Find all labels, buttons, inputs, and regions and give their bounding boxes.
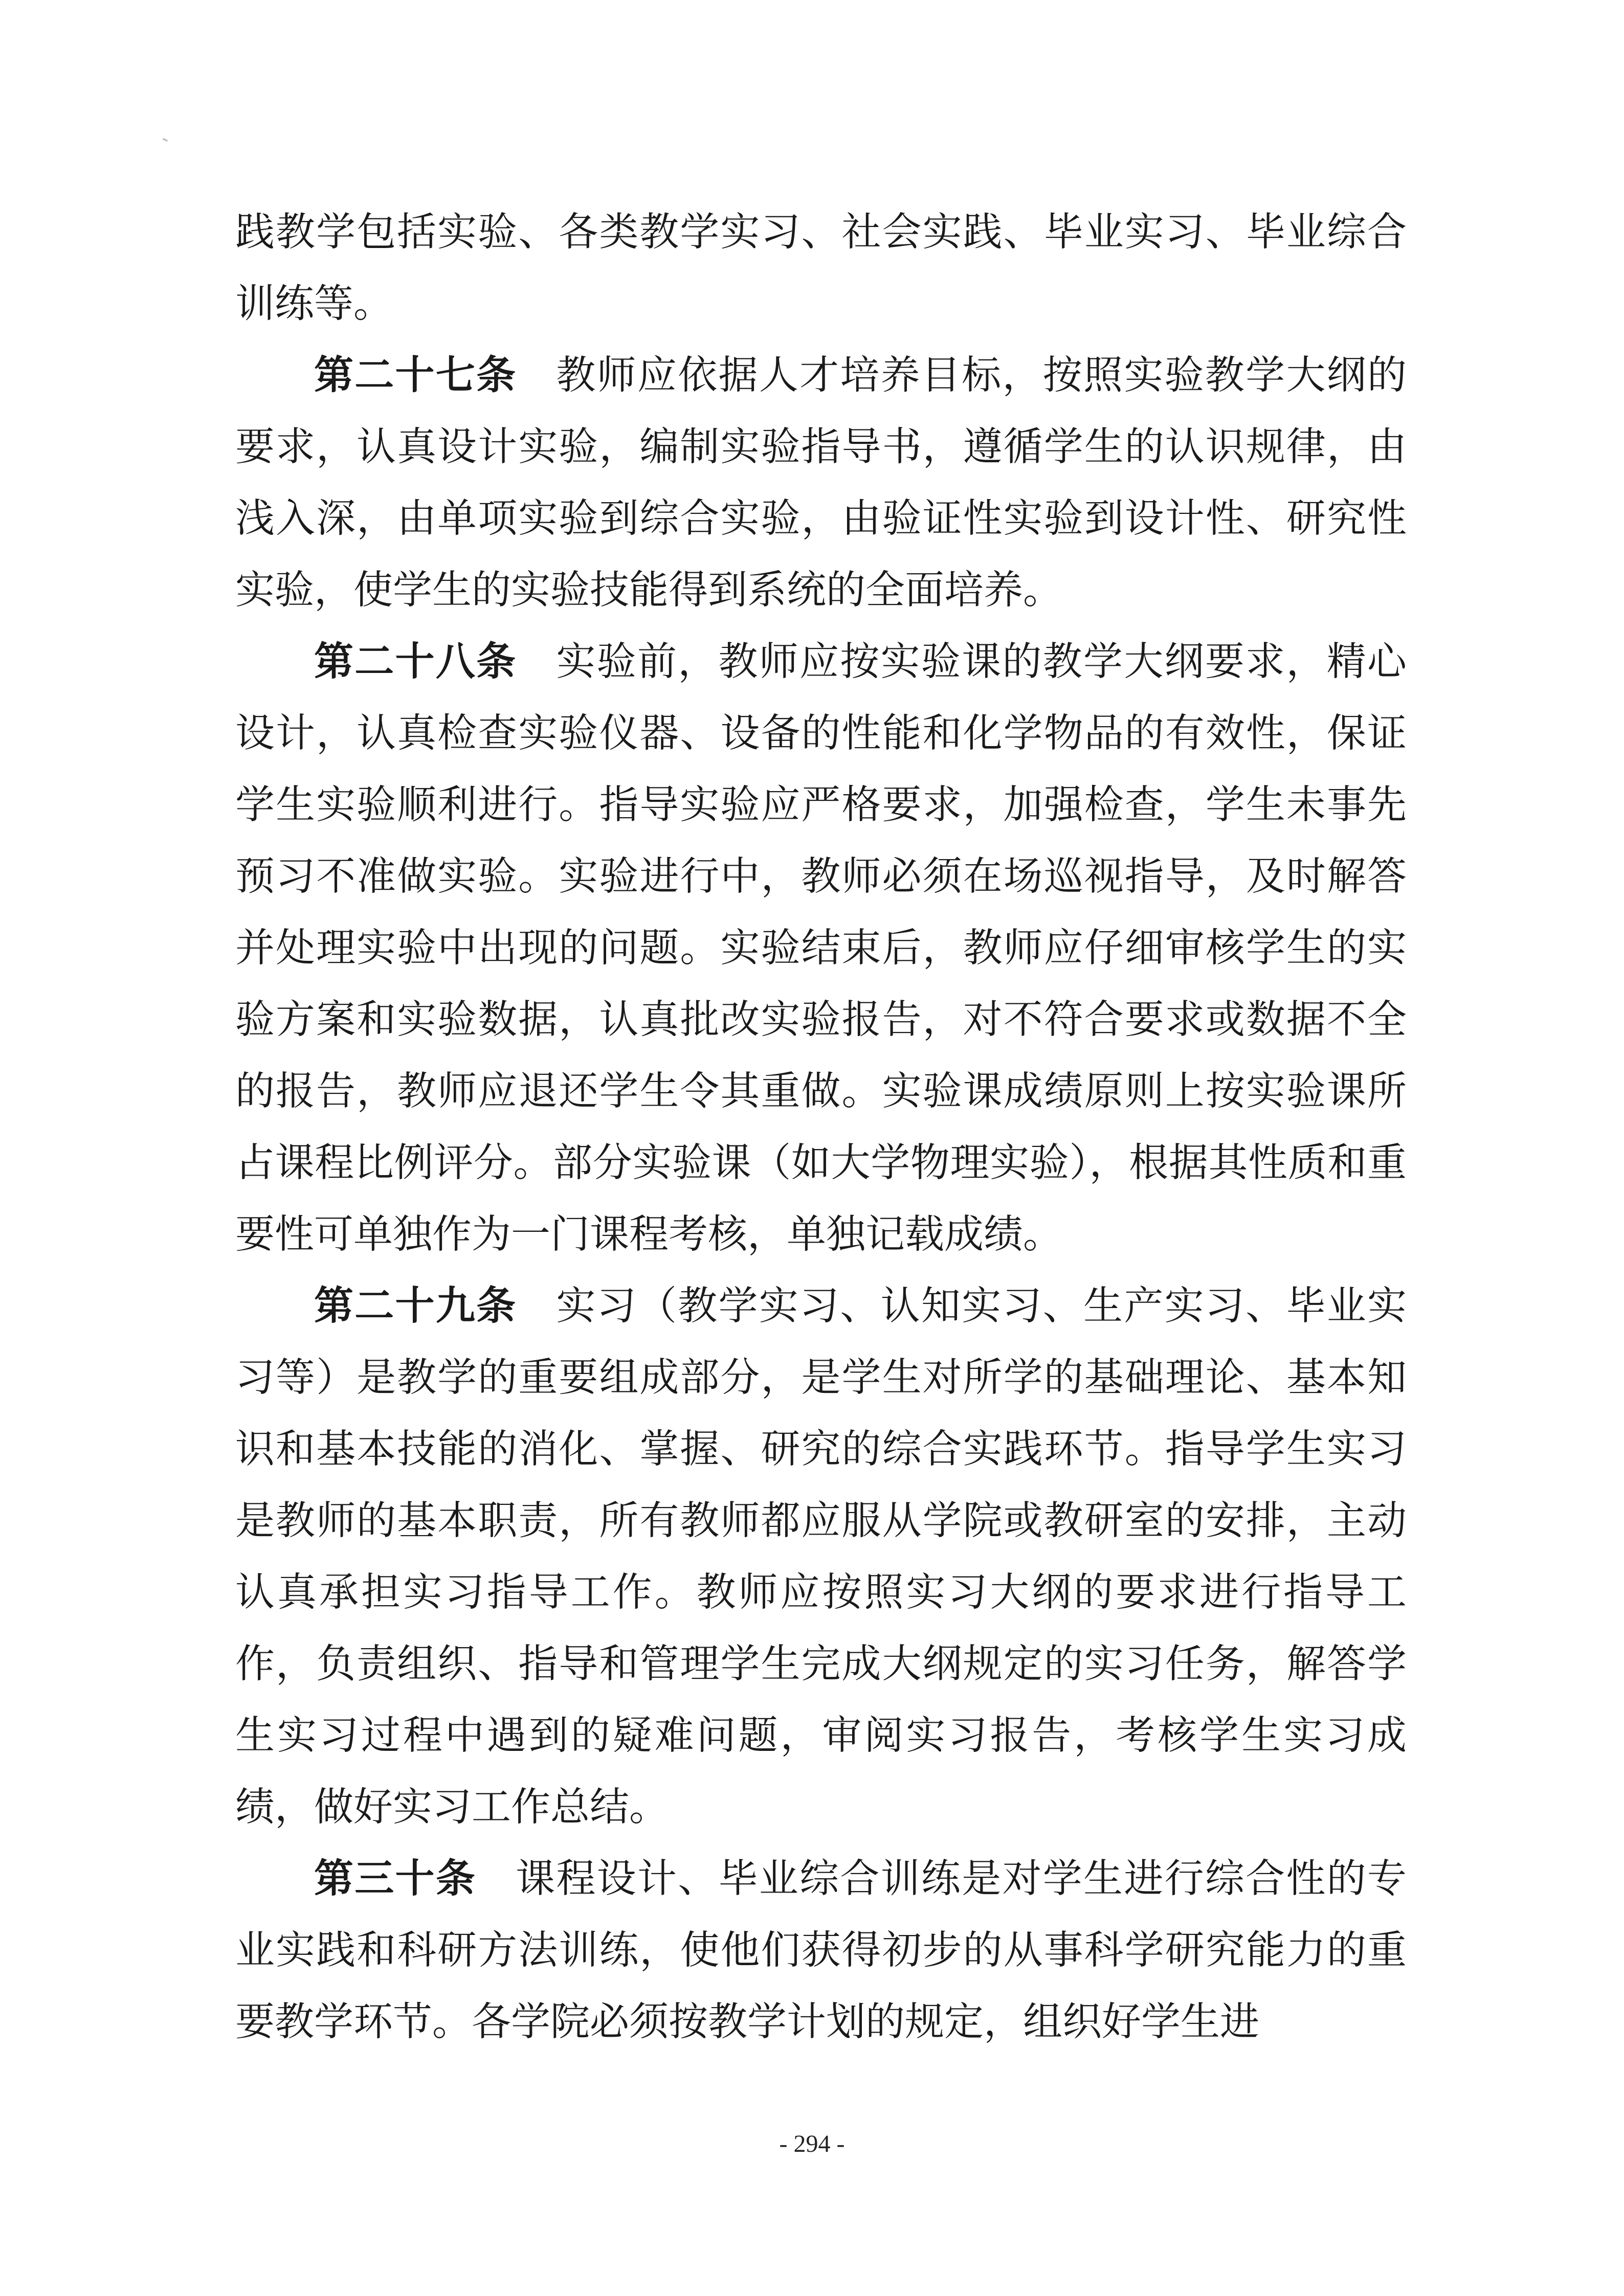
article-text: 课程设计、毕业综合训练是对学生进行综合性的专业实践和科研方法训练，使他们获得初步的从事科学研究能力的重要教学环节。各学院必须按教学计划的规定，组织好学生进 [235,1856,1407,2045]
body-text [235,197,1407,2058]
article-label: 第二十八条 [314,639,517,685]
article-29 [235,1271,1407,1843]
article-30 [235,1843,1407,2058]
article-28 [235,626,1407,1271]
article-27 [235,340,1407,626]
article-text: 实验前，教师应按实验课的教学大纲要求，精心设计，认真检查实验仪器、设备的性能和化学物品的有效性，保证学生实验顺利进行。指导实验应严格要求，加强检查，学生未事先预习不准做实验。实验进行中，教师必须在场巡视指导，及时解答并处理实验中出现的问题。实验结束后，教师应仔细审核学生的实验方案和实验数据，认真批改实验报告，对不符合要求或数据不全的报告，教师应退还学生令其重做。实验课成绩原则上按实验课所占课程比例评分。部分实验课（如大学物理实验），根据其性质和重要性可单独作为一门课程考核，单独记载成绩。 [235,639,1407,1257]
continuation-paragraph: 践教学包括实验、各类教学实习、社会实践、毕业实习、毕业综合训练等。 [235,210,1407,327]
scan-mark [163,138,168,142]
article-text: 教师应依据人才培养目标，按照实验教学大纲的要求，认真设计实验，编制实验指导书，遵循学生的认识规律，由浅入深，由单项实验到综合实验，由验证性实验到设计性、研究性实验，使学生的实验技能得到系统的全面培养。 [235,353,1407,613]
article-label: 第二十七条 [314,353,517,398]
article-label: 第二十九条 [314,1284,517,1329]
page-number: - 294 - [779,2130,845,2157]
article-label: 第三十条 [314,1856,477,1902]
article-text: 实习（教学实习、认知实习、生产实习、毕业实习等）是教学的重要组成部分，是学生对所学的基础理论、基本知识和基本技能的消化、掌握、研究的综合实践环节。指导学生实习是教师的基本职责，所有教师都应服从学院或教研室的安排，主动认真承担实习指导工作。教师应按照实习大纲的要求进行指导工作，负责组织、指导和管理学生完成大纲规定的实习任务，解答学生实习过程中遇到的疑难问题，审阅实习报告，考核学生实习成绩，做好实习工作总结。 [235,1284,1407,1830]
